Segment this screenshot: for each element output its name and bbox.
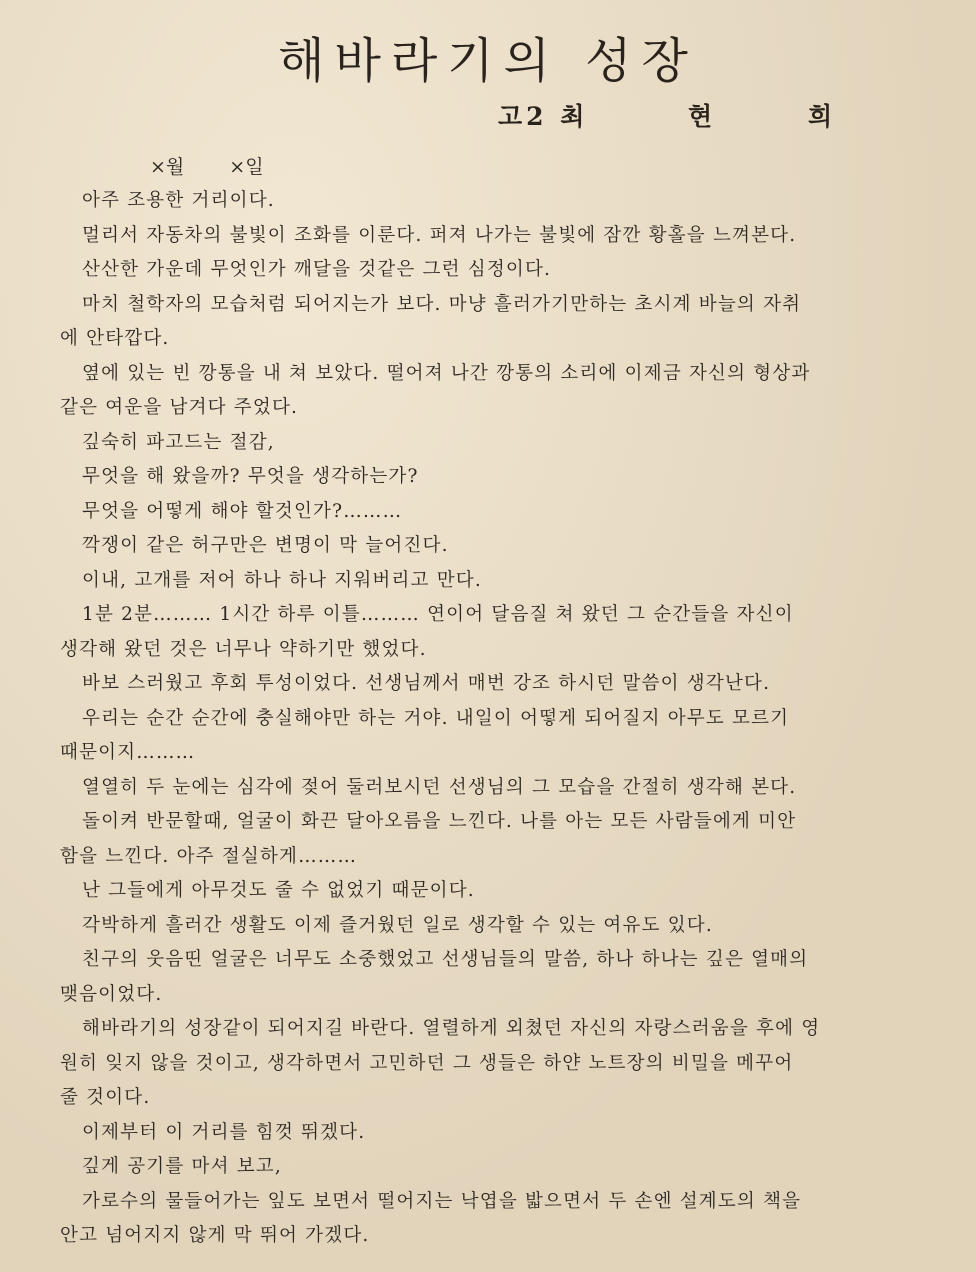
text-line: 이제부터 이 거리를 힘껏 뛰겠다. <box>82 1121 366 1143</box>
text-line: 친구의 웃음띤 얼굴은 너무도 소중했었고 선생님들의 말씀, 하나 하나는 깊은 열매의 <box>82 949 809 970</box>
text-line: 원히 잊지 않을 것이고, 생각하면서 고민하던 그 생들은 하얀 노트장의 비밀을 메꾸어 <box>60 1052 794 1074</box>
text-line: 1분 2분……… 1시간 하루 이틀……… 연이어 달음질 쳐 왔던 그 순간들을 자신이 <box>82 604 794 625</box>
text-line: 줄 것이다. <box>60 1087 151 1108</box>
text-line: 옆에 있는 빈 깡통을 내 쳐 보았다. 떨어져 나간 깡통의 소리에 이제금 자신의 형상과 <box>82 362 811 384</box>
text-line: 산산한 가운데 무엇인가 깨달을 것같은 그런 심정이다. <box>82 259 552 280</box>
author-grade-name: 고2 최 <box>498 102 589 131</box>
text-line: 우리는 순간 순간에 충실해야만 하는 거야. 내일이 어떻게 되어질지 아무도 모르기 <box>82 707 790 729</box>
text-line: 깍쟁이 같은 허구만은 변명이 막 늘어진다. <box>82 535 449 556</box>
text-line: 깊게 공기를 마셔 보고, <box>82 1156 282 1177</box>
essay-body <box>60 184 916 1254</box>
author-name-middle: 현 <box>688 102 713 131</box>
text-line: 깊숙히 파고드는 절감, <box>82 431 275 453</box>
text-line: 돌이켜 반문할때, 얼굴이 화끈 달아오름을 느낀다. 나를 아는 모든 사람들에게 미안 <box>82 811 797 832</box>
text-line: 열열히 두 눈에는 심각에 젖어 둘러보시던 선생님의 그 모습을 간절히 생각해 본다. <box>82 776 797 798</box>
date-month: ×월 <box>150 156 185 178</box>
text-line: 때문이지……… <box>60 742 196 763</box>
text-line: 아주 조용한 거리이다. <box>82 190 275 211</box>
date-day: ×일 <box>229 156 264 178</box>
text-line: 생각해 왔던 것은 너무나 약하기만 했었다. <box>60 638 427 660</box>
text-line: 안고 넘어지지 않게 막 뛰어 가겠다. <box>60 1225 370 1246</box>
text-line: 무엇을 해 왔을까? 무엇을 생각하는가? <box>82 466 419 487</box>
text-line: 에 안타깝다. <box>60 328 170 349</box>
author-name-last: 희 <box>808 102 833 131</box>
text-line: 가로수의 물들어가는 잎도 보면서 떨어지는 낙엽을 밟으면서 두 손엔 설계도의 책을 <box>82 1190 802 1212</box>
text-line: 같은 여운을 남겨다 주었다. <box>60 397 299 418</box>
text-line: 해바라기의 성장같이 되어지길 바란다. 열렬하게 외쳤던 자신의 자랑스러움을 후에 영 <box>82 1018 821 1039</box>
text-line: 무엇을 어떻게 해야 할것인가?……… <box>82 500 403 522</box>
text-line: 난 그들에게 아무것도 줄 수 없었기 때문이다. <box>82 880 475 901</box>
text-line: 멀리서 자동차의 불빛이 조화를 이룬다. 퍼져 나가는 불빛에 잠깐 황홀을 느껴본다. <box>82 224 797 246</box>
author-byline <box>498 97 832 133</box>
text-line: 마치 철학자의 모습처럼 되어지는가 보다. 마냥 흘러가기만하는 초시계 바늘의 자취 <box>82 293 802 315</box>
date-line <box>150 152 264 179</box>
text-line: 맺음이었다. <box>60 983 163 1005</box>
text-line: 이내, 고개를 저어 하나 하나 지워버리고 만다. <box>82 569 482 591</box>
text-line: 함을 느낀다. 아주 절실하게……… <box>60 845 358 867</box>
text-line: 바보 스러웠고 후회 투성이었다. 선생님께서 매번 강조 하시던 말씀이 생각난다. <box>82 673 771 694</box>
text-line: 각박하게 흘러간 생활도 이제 즐거웠던 일로 생각할 수 있는 여유도 있다. <box>82 914 713 936</box>
page-title: 해바라기의 성장 <box>278 33 698 89</box>
